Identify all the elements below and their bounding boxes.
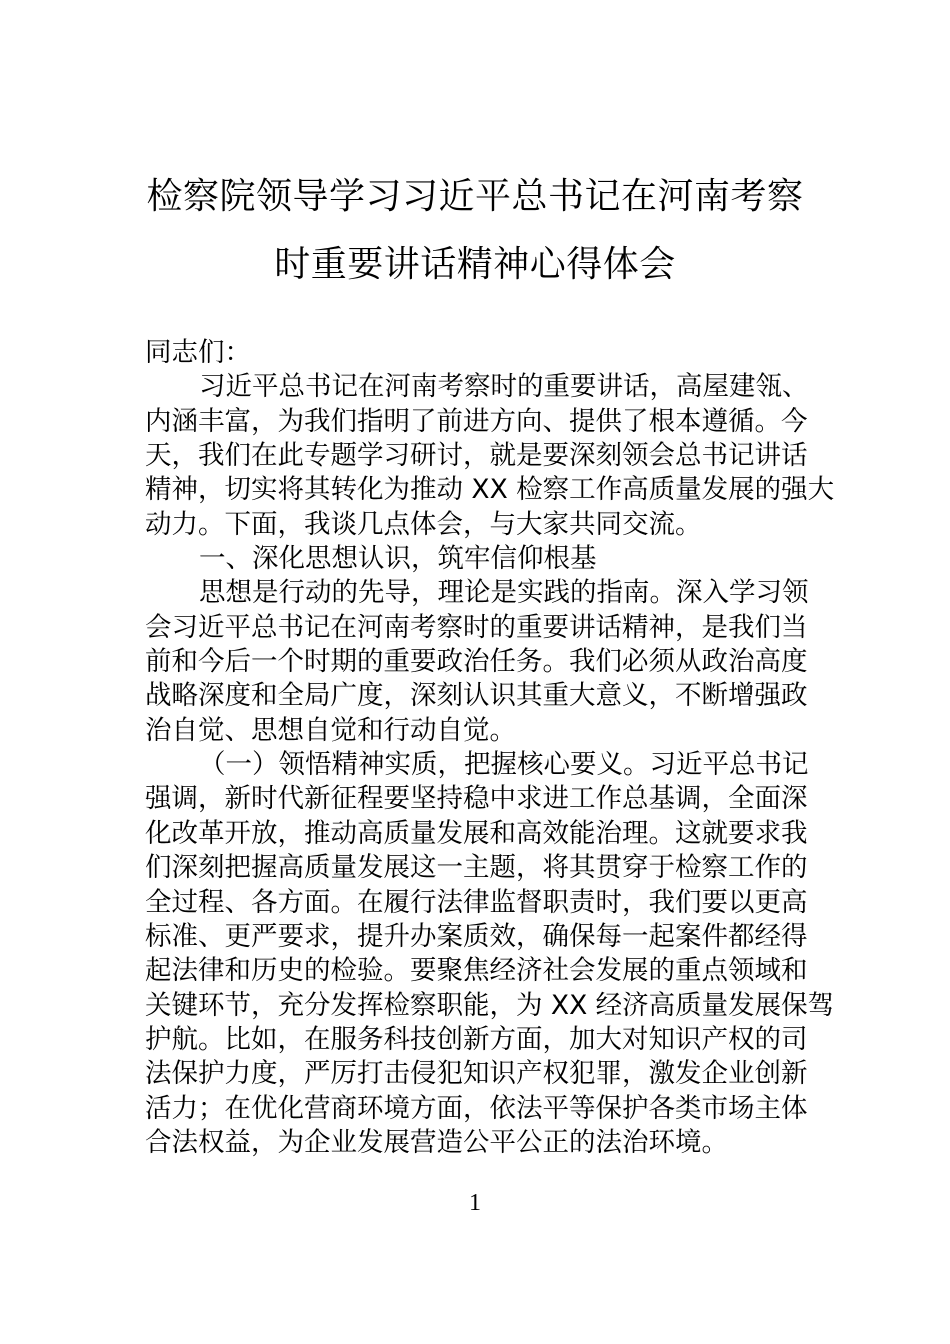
paragraph-1-line: 内涵丰富，为我们指明了前进方向、提供了根本遵循。今 (145, 405, 808, 437)
paragraph-2-line: 思想是行动的先导，理论是实践的指南。深入学习领 (199, 577, 809, 609)
paragraph-2-line: 战略深度和全局广度，深刻认识其重大意义，不断增强政 (145, 680, 808, 712)
paragraph-1-line: 习近平总书记在河南考察时的重要讲话，高屋建瓴、 (199, 371, 809, 403)
paragraph-2-line: 会习近平总书记在河南考察时的重要讲话精神，是我们当 (145, 611, 808, 643)
document-body (145, 336, 835, 1160)
section-heading-1: 一、深化思想认识，筑牢信仰根基 (199, 543, 597, 575)
paragraph-3-line: 法保护力度，严厉打击侵犯知识产权犯罪，激发企业创新 (145, 1058, 808, 1090)
paragraph-3-line: 全过程、各方面。在履行法律监督职责时，我们要以更高 (145, 886, 808, 918)
document-title-line-2: 时重要讲话精神心得体会 (274, 244, 676, 285)
paragraph-3-line: 们深刻把握高质量发展这一主题，将其贯穿于检察工作的 (145, 852, 808, 884)
paragraph-3-line: 护航。比如，在服务科技创新方面，加大对知识产权的司 (145, 1023, 808, 1055)
paragraph-3-line: 合法权益，为企业发展营造公平公正的法治环境。 (145, 1126, 728, 1158)
page-number: 1 (469, 1190, 481, 1216)
paragraph-3-line: 标准、更严要求，提升办案质效，确保每一起案件都经得 (145, 920, 808, 952)
paragraph-3-line: 化改革开放，推动高质量发展和高效能治理。这就要求我 (145, 817, 808, 849)
paragraph-1-line: 精神，切实将其转化为推动 XX 检察工作高质量发展的强大 (145, 474, 835, 506)
paragraph-3-line: 起法律和历史的检验。要聚焦经济社会发展的重点领域和 (145, 955, 808, 987)
paragraph-2-line: 前和今后一个时期的重要政治任务。我们必须从政治高度 (145, 646, 808, 678)
paragraph-3-line: （一）领悟精神实质，把握核心要义。习近平总书记 (199, 749, 809, 781)
document-title-line-1: 检察院领导学习习近平总书记在河南考察 (146, 176, 804, 217)
paragraph-2-line: 治自觉、思想自觉和行动自觉。 (145, 714, 516, 746)
paragraph-1-line: 动力。下面，我谈几点体会，与大家共同交流。 (145, 508, 702, 540)
paragraph-3-line: 活力；在优化营商环境方面，依法平等保护各类市场主体 (145, 1092, 808, 1124)
paragraph-3-line: 关键环节，充分发挥检察职能，为 XX 经济高质量发展保驾 (145, 989, 835, 1021)
paragraph-1-line: 天，我们在此专题学习研讨，就是要深刻领会总书记讲话 (145, 440, 808, 472)
paragraph-3-line: 强调，新时代新征程要坚持稳中求进工作总基调，全面深 (145, 783, 808, 815)
salutation: 同志们： (145, 337, 251, 368)
